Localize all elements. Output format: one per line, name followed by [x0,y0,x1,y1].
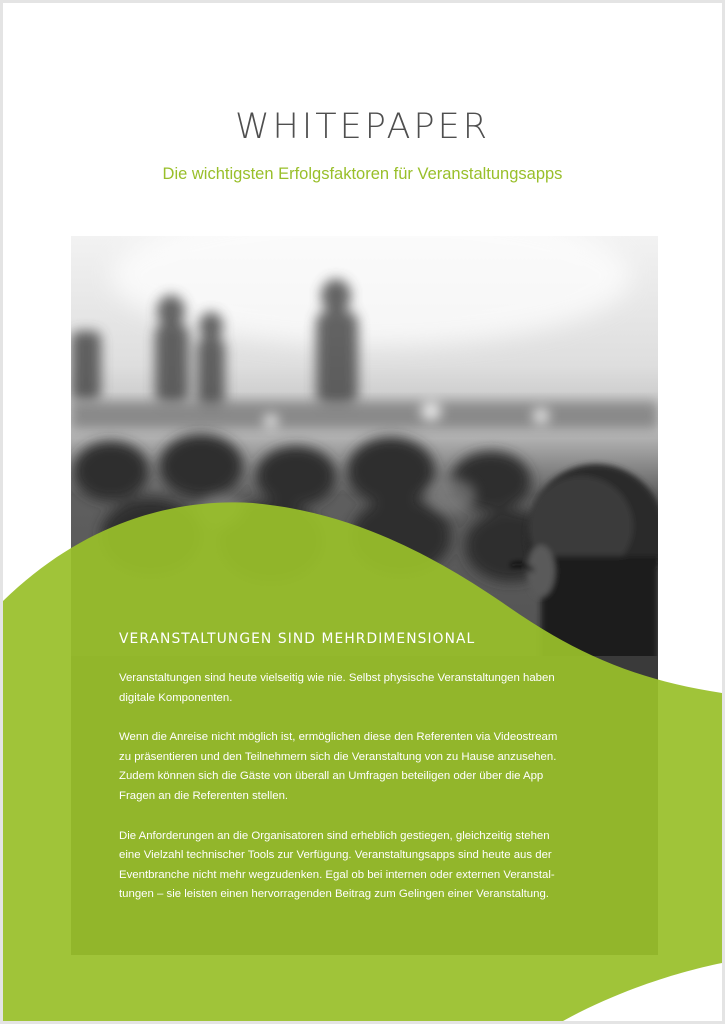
page-subtitle: Die wichtigsten Erfolgsfaktoren für Veranstaltungsapps [162,165,563,183]
paragraph-1: Veranstaltungen sind heute vielseitig wie nie. Selbst physische Veranstaltungen haben digitale Komponenten. [119,672,555,704]
paragraph-2: Wenn die Anreise nicht möglich ist, ermöglichen diese den Referenten via Videostream zu präsentieren und den Teilnehmern sich die Veranstaltung von zu Hause anzusehen. Zudem können sich die Gäste von überall an Umfragen beteiligen oder über die App Fragen an die Referenten stellen. [119,731,558,802]
page-title: WHITEPAPER [234,107,491,147]
paragraph-3: Die Anforderungen an die Organisatoren sind erheblich gestiegen, gleichzeitig stehen eine Vielzahl technischer Tools zur Verfügung. Veranstaltungsapps sind heute aus der Eventbranche nicht mehr wegzudenken. Egal ob bei internen oder externen Veranstal- tungen – sie leisten einen hervorragenden Beitrag zum Gelingen einer Veranstaltung. [119,829,555,901]
section-heading: VERANSTALTUNGEN SIND MEHRDIMENSIONAL [119,631,476,647]
content-section [119,631,599,925]
